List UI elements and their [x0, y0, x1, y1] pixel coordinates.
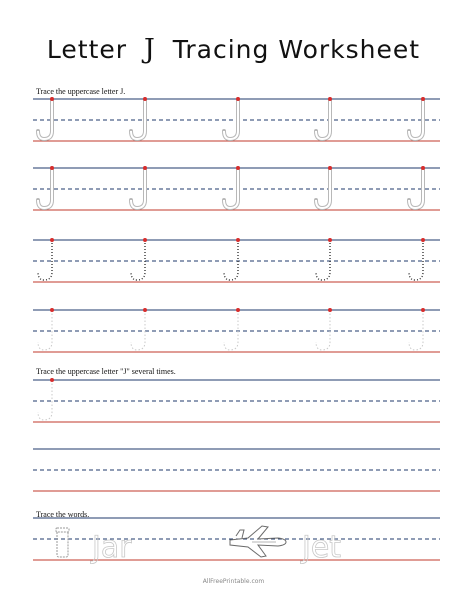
tracing-letter-j	[224, 240, 238, 280]
start-dot	[421, 238, 425, 242]
tracing-letter-j	[131, 99, 145, 139]
tracing-letter-j	[38, 168, 52, 208]
start-dot	[328, 238, 332, 242]
start-dot	[236, 238, 240, 242]
start-dot	[236, 166, 240, 170]
tracing-letter-j	[409, 168, 423, 208]
start-dot	[328, 166, 332, 170]
start-dot	[421, 166, 425, 170]
start-dot	[143, 308, 147, 312]
tracing-letters	[38, 97, 425, 420]
word-jet: Jet	[302, 530, 342, 565]
tracing-letter-j	[224, 99, 238, 139]
instruction-trace-several-times: Trace the uppercase letter "J" several times.	[36, 367, 176, 376]
tracing-letter-j	[224, 168, 238, 208]
tracing-letter-j	[409, 310, 423, 350]
start-dot	[50, 308, 54, 312]
start-dot	[328, 97, 332, 101]
tracing-letter-j	[38, 380, 52, 420]
tracing-letter-j	[38, 310, 52, 350]
tracing-letter-j	[131, 310, 145, 350]
start-dot	[143, 238, 147, 242]
start-dot	[50, 238, 54, 242]
start-dot	[143, 97, 147, 101]
tracing-letter-j	[409, 99, 423, 139]
start-dot	[50, 378, 54, 382]
start-dot	[421, 308, 425, 312]
start-dot	[421, 97, 425, 101]
tracing-letter-j	[316, 168, 330, 208]
instruction-trace-words: Trace the words.	[36, 510, 90, 519]
tracing-letter-j	[131, 168, 145, 208]
word-jar: Jar	[92, 530, 132, 565]
start-dot	[50, 166, 54, 170]
tracing-letter-j	[224, 310, 238, 350]
jar-icon	[56, 528, 69, 557]
start-dot	[143, 166, 147, 170]
title-prefix: Letter	[46, 35, 128, 64]
start-dot	[236, 308, 240, 312]
instruction-trace-letter: Trace the uppercase letter J.	[36, 87, 126, 96]
airplane-icon	[230, 526, 286, 557]
start-dot	[236, 97, 240, 101]
title-suffix: Tracing Worksheet	[172, 35, 421, 64]
start-dot	[328, 308, 332, 312]
footer-credit: AllFreePrintable.com	[202, 578, 265, 585]
tracing-letter-j	[38, 240, 52, 280]
tracing-letter-j	[38, 99, 52, 139]
tracing-letter-j	[316, 99, 330, 139]
tracing-letter-j	[131, 240, 145, 280]
start-dot	[50, 97, 54, 101]
tracing-letter-j	[316, 310, 330, 350]
tracing-letter-j	[316, 240, 330, 280]
title-letter: J	[144, 34, 156, 65]
tracing-letter-j	[409, 240, 423, 280]
